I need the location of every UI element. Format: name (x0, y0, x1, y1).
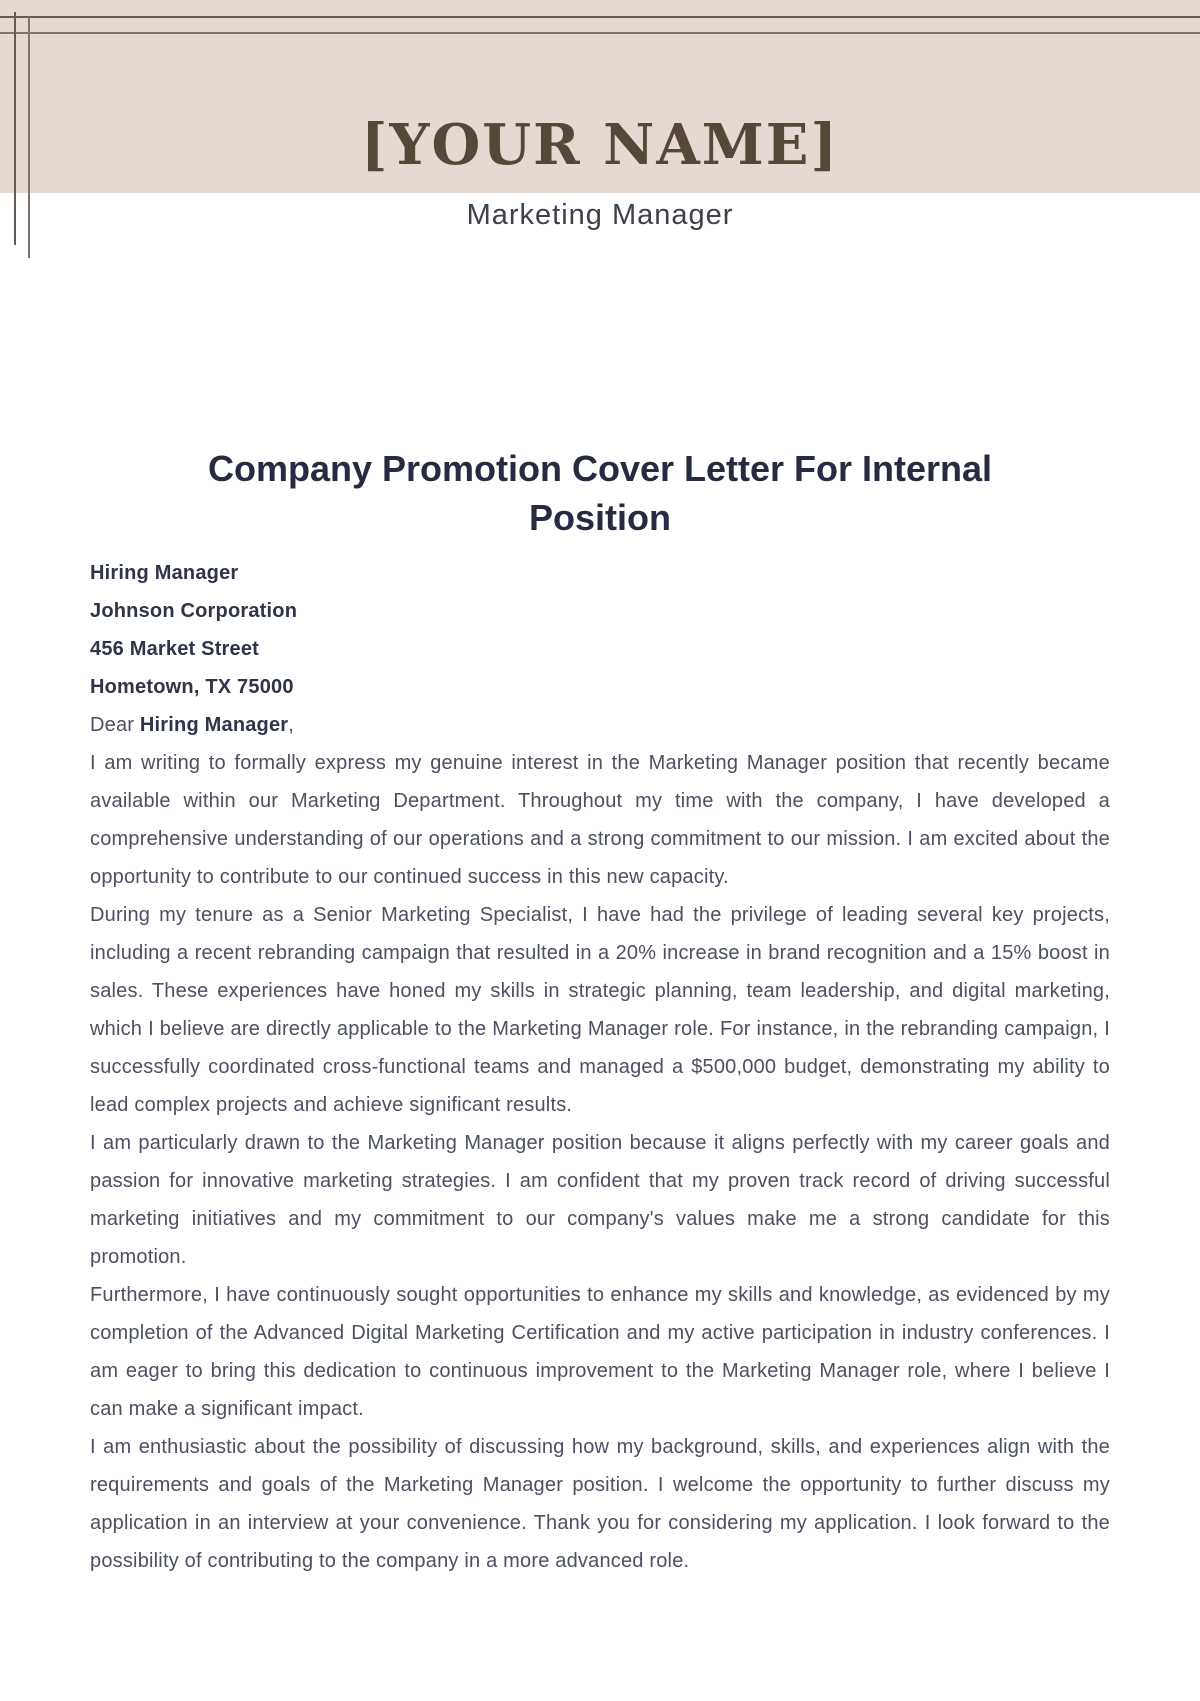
salutation-recipient-name: Hiring Manager (139, 714, 289, 736)
recipient-line: Johnson Corporation (90, 600, 298, 622)
letter-paragraph: During my tenure as a Senior Marketing Specialist, I have had the privilege of leading several key projects, including a recent rebranding campaign that resulted in a 20% increase in brand recognition and a 15% boost in sales. These experiences have honed my skills in strategic planning, team leadership, and digital marketing, which I believe are directly applicable to the Marketing Manager role. For instance, in the rebranding campaign, I successfully coordinated cross-functional teams and managed a $500,000 budget, demonstrating my ability to lead complex projects and achieve significant results. (90, 904, 1110, 1116)
salutation-suffix: , (288, 714, 295, 736)
letter-title: Company Promotion Cover Letter For Internal Position (207, 448, 993, 538)
role-subtitle: Marketing Manager (466, 199, 734, 231)
letter-content (90, 0, 1110, 1580)
recipient-block (90, 554, 1110, 706)
letter-paragraph: I am enthusiastic about the possibility of discussing how my background, skills, and experiences align with the requirements and goals of the Marketing Manager position. I welcome the opportunity to further discuss my application in an interview at your convenience. Thank you for considering my application. I look forward to the possibility of contributing to the company in a more advanced role. (90, 1436, 1110, 1572)
letter-paragraph: Furthermore, I have continuously sought opportunities to enhance my skills and knowledge, as evidenced by my completion of the Advanced Digital Marketing Certification and my active participation in industry conferences. I am eager to bring this dedication to continuous improvement to the Marketing Manager role, where I believe I can make a significant impact. (90, 1284, 1110, 1420)
salutation-prefix: Dear (90, 714, 140, 736)
letter-body (90, 744, 1110, 1580)
salutation-line (90, 706, 1110, 744)
your-name-placeholder: [YOUR NAME] (361, 112, 839, 178)
recipient-line: Hiring Manager (90, 562, 239, 584)
recipient-line: 456 Market Street (90, 638, 260, 660)
recipient-line: Hometown, TX 75000 (90, 676, 294, 698)
letter-paragraph: I am particularly drawn to the Marketing Manager position because it aligns perfectly with my career goals and passion for innovative marketing strategies. I am confident that my proven track record of driving successful marketing initiatives and my commitment to our company's values make me a strong candidate for this promotion. (90, 1132, 1110, 1268)
letter-paragraph: I am writing to formally express my genuine interest in the Marketing Manager position that recently became available within our Marketing Department. Throughout my time with the company, I have developed a comprehensive understanding of our operations and a strong commitment to our mission. I am excited about the opportunity to contribute to our continued success in this new capacity. (90, 752, 1110, 888)
